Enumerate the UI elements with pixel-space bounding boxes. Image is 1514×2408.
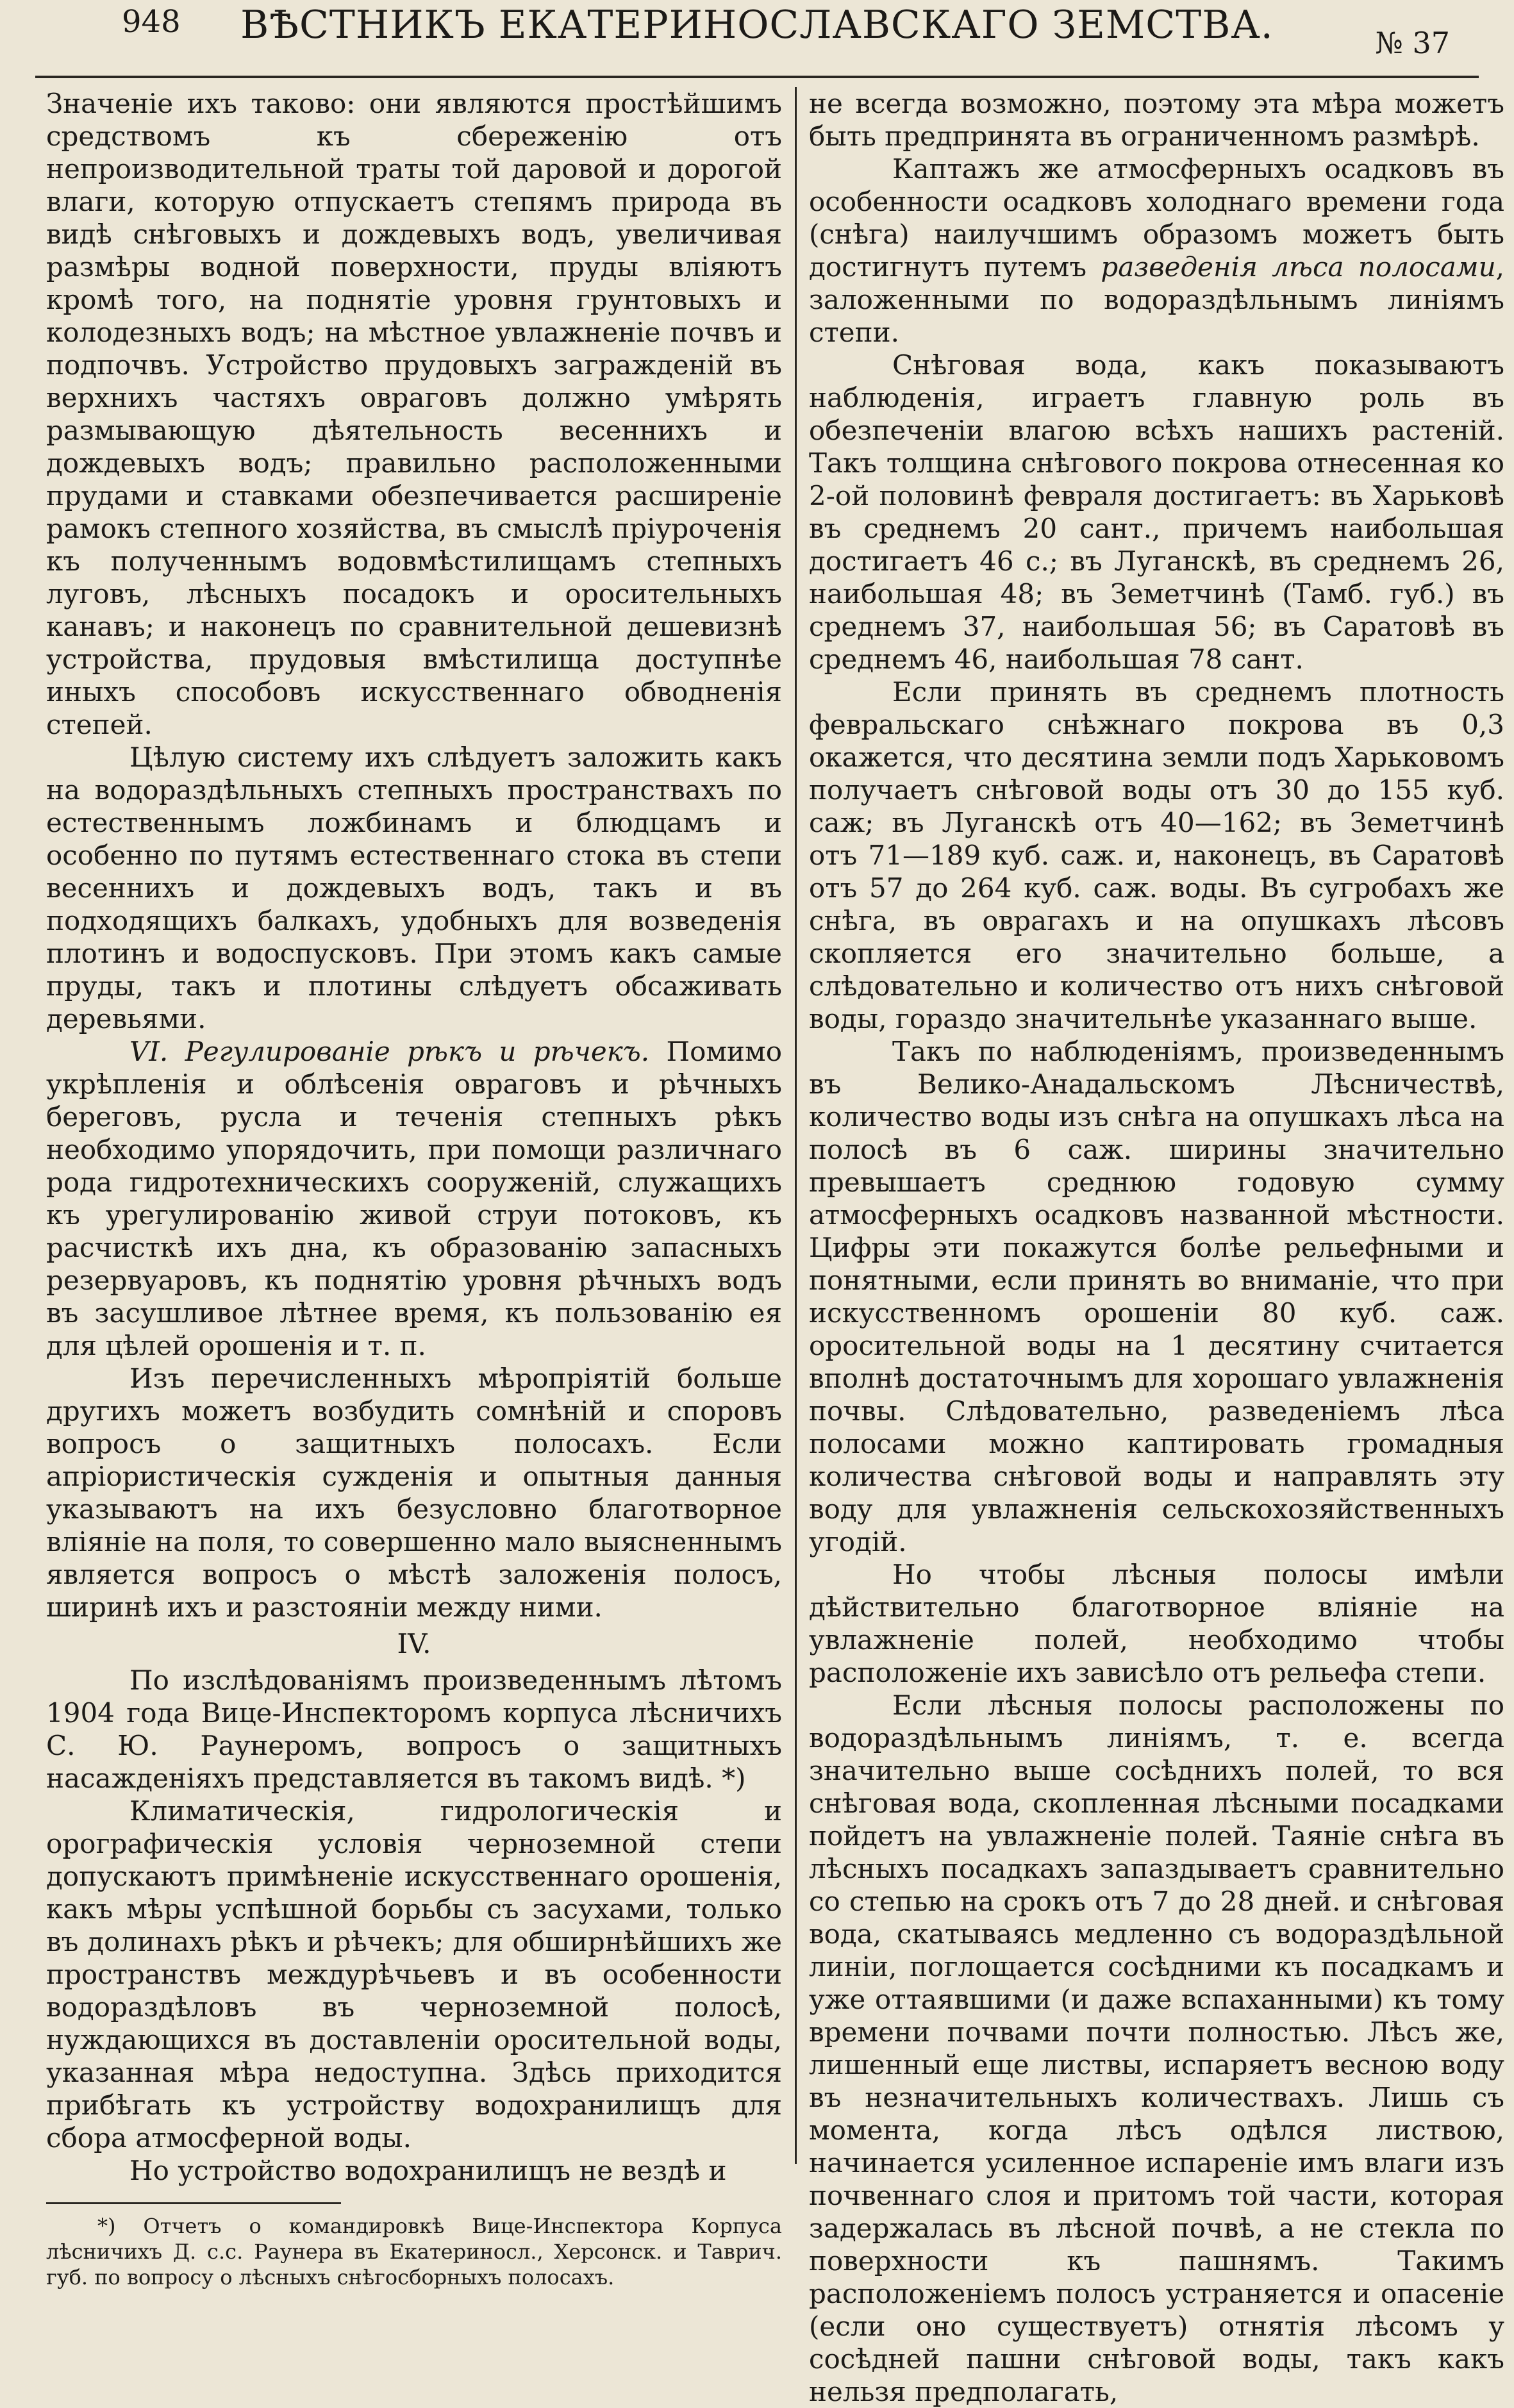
issue-number: № 37 bbox=[1375, 26, 1450, 60]
column-divider bbox=[795, 87, 797, 2164]
footnote-rule bbox=[46, 2202, 341, 2204]
paragraph: Такъ по наблюденiямъ, произведеннымъ въ Велико-Анадальскомъ Лѣсничествѣ, количество воды изъ снѣга на опушкахъ лѣса на полосѣ въ 6 саж. ширины значительно превышаетъ среднюю годовую сумму атмосферныхъ осадковъ названной мѣстности. Цифры эти покажутся болѣе рельефными и понятными, если принять во вниманiе, что при искусственномъ орошенiи 80 куб. саж. оросительной воды на 1 десятину считается вполнѣ достаточнымъ для хорошаго увлажненiя почвы. Слѣдовательно, разведенiемъ лѣса полосами можно каптировать громадныя количества снѣговой воды и направлять эту воду для увлажненiя сельскохозяйственныхъ угодiй. bbox=[809, 1036, 1504, 1557]
paragraph: Цѣлую систему ихъ слѣдуетъ заложить какъ на водораздѣльныхъ степныхъ пространствахъ по естественнымъ ложбинамъ и блюдцамъ и особенно по путямъ естественнаго стока въ степи весеннихъ и дождевыхъ водъ, такъ и въ подходящихъ балкахъ, удобныхъ для возведенiя плотинъ и водоспусковъ. При этомъ какъ самые пруды, такъ и плотины слѣдуетъ обсаживать деревьями. bbox=[46, 742, 782, 1034]
paragraph: По изслѣдованiямъ произведеннымъ лѣтомъ 1904 года Вице-Инспекторомъ корпуса лѣсничихъ С. Ю. Раунеромъ, вопросъ о защитныхъ насажденiяхъ представляется въ такомъ видѣ. *) bbox=[46, 1665, 782, 1794]
paragraph: Значенiе ихъ таково: они являются простѣйшимъ средствомъ къ сбереженiю отъ непроизводительной траты той даровой и дорогой влаги, которую отпускаетъ степямъ природа въ видѣ снѣговыхъ и дождевыхъ водъ, увеличивая размѣры водной поверхности, пруды влiяютъ кромѣ того, на поднятiе уровня грунтовыхъ и колодезныхъ водъ; на мѣстное увлажненiе почвъ и подпочвъ. Устройство прудовыхъ загражденiй въ верхнихъ частяхъ овраговъ должно умѣрять размывающую дѣятельность весеннихъ и дождевыхъ водъ; правильно расположенными прудами и ставками обезпечивается расширенiе рамокъ степного хозяйства, въ смыслѣ прiуроченiя къ полученнымъ водовмѣстилищамъ степныхъ луговъ, лѣсныхъ посадокъ и оросительныхъ канавъ; и наконецъ по сравнительной дешевизнѣ устройства, прудовыя вмѣстилища доступнѣе иныхъ способовъ искусственнаго обводненiя степей. bbox=[46, 88, 782, 740]
paragraph: Если принять въ среднемъ плотность февральскаго снѣжнаго покрова въ 0,3 окажется, что десятина земли подъ Харьковомъ получаетъ снѣговой воды отъ 30 до 155 куб. саж; въ Луганскѣ отъ 40—162; въ Земетчинѣ отъ 71—189 куб. саж. и, наконецъ, въ Саратовѣ отъ 57 до 264 куб. саж. воды. Въ сугробахъ же снѣга, въ оврагахъ и на опушкахъ лѣсовъ скопляется его значительно больше, а слѣдовательно и количество отъ нихъ снѣговой воды, гораздо значительнѣе указаннаго выше. bbox=[809, 676, 1504, 1034]
page-number: 948 bbox=[122, 4, 181, 40]
paragraph-text: , заложенными по водораздѣльнымъ линiямъ степи. bbox=[809, 251, 1504, 348]
paragraph-text: Помимо укрѣпленiя и облѣсенiя овраговъ и рѣчныхъ береговъ, русла и теченiя степныхъ рѣкъ необходимо упорядочить, при помощи различнаго рода гидротехническихъ сооруженiй, служащихъ къ урегулированiю живой струи потоковъ, къ расчисткѣ ихъ дна, къ образованiю запасныхъ резервуаровъ, къ поднятiю уровня рѣчныхъ водъ въ засушливое лѣтнее время, къ пользованiю ея для цѣлей орошенiя и т. п. bbox=[46, 1036, 782, 1361]
paragraph: Климатическiя, гидрологическiя и орографическiя условiя черноземной степи допускаютъ примѣненiе искусственнаго орошенiя, какъ мѣры успѣшной борьбы съ засухами, только въ долинахъ рѣкъ и рѣчекъ; для обширнѣйшихъ же пространствъ междурѣчьевъ и въ особенности водораздѣловъ въ черноземной полосѣ, нуждающихся въ доставленiи оросительной воды, указанная мѣра недоступна. Здѣсь приходится прибѣгать къ устройству водохранилищъ для сбора атмосферной воды. bbox=[46, 1795, 782, 2154]
footnote: *) Отчетъ о командировкѣ Вице-Инспектора Корпуса лѣсничихъ Д. с.с. Раунера въ Екатериносл., Херсонск. и Таврич. губ. по вопросу о лѣсныхъ снѣгосборныхъ полосахъ. bbox=[46, 2214, 782, 2289]
journal-title: ВѢСТНИКЪ ЕКАТЕРИНОСЛАВСКАГО ЗЕМСТВА. bbox=[240, 3, 1274, 47]
paragraph-text: Каптажъ же атмосферныхъ осадковъ въ особенности осадковъ холоднаго времени года (снѣга) наилучшимъ образомъ можетъ быть достигнутъ путемъ bbox=[809, 153, 1504, 283]
right-column bbox=[809, 87, 1504, 2408]
paragraph-regulation bbox=[46, 1035, 782, 1362]
left-column bbox=[46, 87, 782, 2290]
paragraph: Но чтобы лѣсныя полосы имѣли дѣйствительно благотворное влiянiе на увлажненiе полей, необходимо чтобы расположенiе ихъ зависѣло отъ рельефа степи. bbox=[809, 1559, 1504, 1688]
paragraph: Снѣговая вода, какъ показываютъ наблюденiя, играетъ главную роль въ обезпеченiи влагою всѣхъ нашихъ растенiй. Такъ толщина снѣгового покрова отнесенная ко 2-ой половинѣ февраля достигаетъ: въ Харьковѣ въ среднемъ 20 сант., причемъ наибольшая достигаетъ 46 с.; въ Луганскѣ, въ среднемъ 26, наибольшая 48; въ Земетчинѣ (Тамб. губ.) въ среднемъ 37, наибольшая 56; въ Саратовѣ въ среднемъ 46, наибольшая 78 сант. bbox=[809, 349, 1504, 675]
paragraph: Если лѣсныя полосы расположены по водораздѣльнымъ линiямъ, т. е. всегда значительно выше сосѣднихъ полей, то вся снѣговая вода, скопленная лѣсными посадками пойдетъ на увлажненiе полей. Таянiе снѣга въ лѣсныхъ посадкахъ запаздываетъ сравнительно со степью на срокъ отъ 7 до 28 дней. и снѣговая вода, скатываясь медленно съ водораздѣльной линiи, поглощается сосѣдними къ посадкамъ и уже оттаявшими (и даже вспаханными) къ тому времени почвами почти полностью. Лѣсъ же, лишенный еще листвы, испаряетъ весною воду въ незначительныхъ количествахъ. Лишь съ момента, когда лѣсъ одѣлся листвою, начинается усиленное испаренiе имъ влаги изъ почвеннаго слоя и притомъ той части, которая задержалась въ лѣсной почвѣ, а не стекла по поверхности къ пашнямъ. Такимъ расположенiемъ полосъ устраняется и опасенiе (если оно существуетъ) отнятiя лѣсомъ у сосѣдней пашни снѣговой воды, такъ какъ нельзя предполагать, bbox=[809, 1690, 1504, 2407]
page-header bbox=[26, 0, 1488, 71]
section-heading-inline: VI. Регулированiе рѣкъ и рѣчекъ. bbox=[129, 1036, 650, 1067]
section-numeral: IV. bbox=[397, 1628, 431, 1659]
paragraph-capture bbox=[809, 153, 1504, 349]
header-rule bbox=[35, 76, 1479, 78]
paragraph: Но устройство водохранилищъ не вездѣ и bbox=[129, 2155, 727, 2186]
paragraph: Изъ перечисленныхъ мѣропрiятiй больше другихъ можетъ возбудить сомнѣнiй и споровъ вопросъ о защитныхъ полосахъ. Если апрiористическiя сужденiя и опытныя данныя указываютъ на ихъ безусловно благотворное влiянiе на поля, то совершенно мало выясненнымъ является вопросъ о мѣстѣ заложенiя полосъ, ширинѣ ихъ и разстоянiи между ними. bbox=[46, 1363, 782, 1623]
emphasis-text: разведенiя лѣса полосами bbox=[1101, 251, 1496, 283]
paragraph: не всегда возможно, поэтому эта мѣра можетъ быть предпринята въ ограниченномъ размѣрѣ. bbox=[809, 88, 1504, 152]
